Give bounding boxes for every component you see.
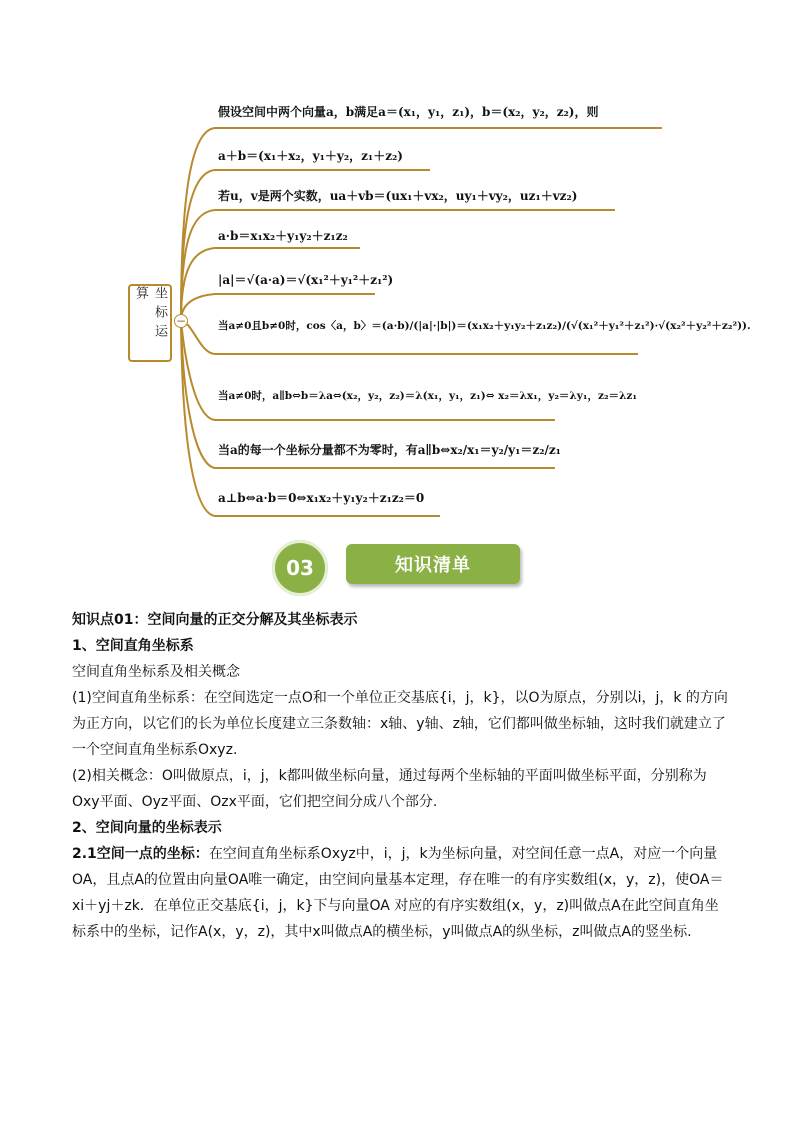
branch-3: a·b＝x₁x₂＋y₁y₂＋z₁z₂: [218, 229, 348, 243]
branch-7: 当a的每一个坐标分量都不为零时，有a∥b⇔x₂/x₁＝y₂/y₁＝z₂/z₁: [218, 443, 561, 457]
section-banner: [272, 540, 532, 596]
collapse-toggle-icon[interactable]: −: [175, 314, 187, 328]
section-number-badge: 03: [272, 540, 328, 596]
section-1-paragraph-1: (1)空间直角坐标系：在空间选定一点O和一个单位正交基底{i，j，k}，以O为原点，分别以i，j，k 的方向为正方向，以它们的长为单位长度建立三条数轴：x轴、y轴、z轴，它们都叫做坐标轴，这时我们就建立了一个空间直角坐标系Oxyz.: [72, 690, 728, 758]
section-2-1-text: 在空间直角坐标系Oxyz中，i，j，k为坐标向量，对空间任意一点A，对应一个向量OA，且点A的位置由向量OA唯一确定，由空间向量基本定理，存在唯一的有序实数组(x，y，z)，使OA＝xi＋yj＋zk．在单位正交基底{i，j，k}下与向量OA 对应的有序实数组(x，y，z)叫做点A在此空间直角坐标系中的坐标，记作A(x，y，z)，其中x叫做点A的横坐标，y叫做点A的纵坐标，z叫做点A的竖坐标.: [72, 846, 724, 940]
mind-map-root: [128, 284, 172, 362]
section-2-title: 2、空间向量的坐标表示: [72, 820, 222, 836]
section-2-1-label: 2.1空间一点的坐标：: [72, 846, 209, 862]
section-1-title: 1、空间直角坐标系: [72, 638, 194, 654]
branch-1: a＋b＝(x₁＋x₂，y₁＋y₂，z₁＋z₂): [218, 149, 403, 163]
section-2-1-paragraph: [72, 841, 732, 945]
branch-4: |a|＝√(a·a)＝√(x₁²＋y₁²＋z₁²): [218, 273, 394, 287]
branch-2: 若u，v是两个实数，ua＋vb＝(ux₁＋vx₂，uy₁＋vy₂，uz₁＋vz₂): [218, 189, 578, 203]
branch-5: 当a≠0且b≠0时，cos〈a，b〉＝(a·b)/(|a|·|b|)＝(x₁x₂＋y₁y₂＋z₁z₂)/(√(x₁²＋y₁²＋z₁²)·√(x₂²＋y₂²＋z₂²)).: [218, 320, 751, 332]
branch-8: a⊥b⇔a·b＝0⇔x₁x₂＋y₁y₂＋z₁z₂＝0: [218, 491, 425, 505]
branch-6: 当a≠0时，a∥b⇔b＝λa⇔(x₂，y₂，z₂)＝λ(x₁，y₁，z₁)⇔ x₂＝λx₁，y₂＝λy₁，z₂＝λz₁: [218, 390, 637, 402]
mind-map: [0, 0, 793, 540]
section-1-subtitle: 空间直角坐标系及相关概念: [72, 664, 240, 680]
document-body: [72, 607, 732, 945]
root-label: 坐标运算: [133, 286, 167, 343]
section-title: 知识清单: [346, 544, 520, 584]
knowledge-point-title: 知识点01：空间向量的正交分解及其坐标表示: [72, 612, 358, 628]
section-1-paragraph-2: (2)相关概念：O叫做原点，i，j，k都叫做坐标向量，通过每两个坐标轴的平面叫做坐标平面，分别称为Oxy平面、Oyz平面、Ozx平面，它们把空间分成八个部分.: [72, 768, 707, 810]
mind-map-connectors: [0, 0, 793, 540]
branch-0: 假设空间中两个向量a，b满足a＝(x₁，y₁，z₁)，b＝(x₂，y₂，z₂)，则: [218, 105, 599, 119]
